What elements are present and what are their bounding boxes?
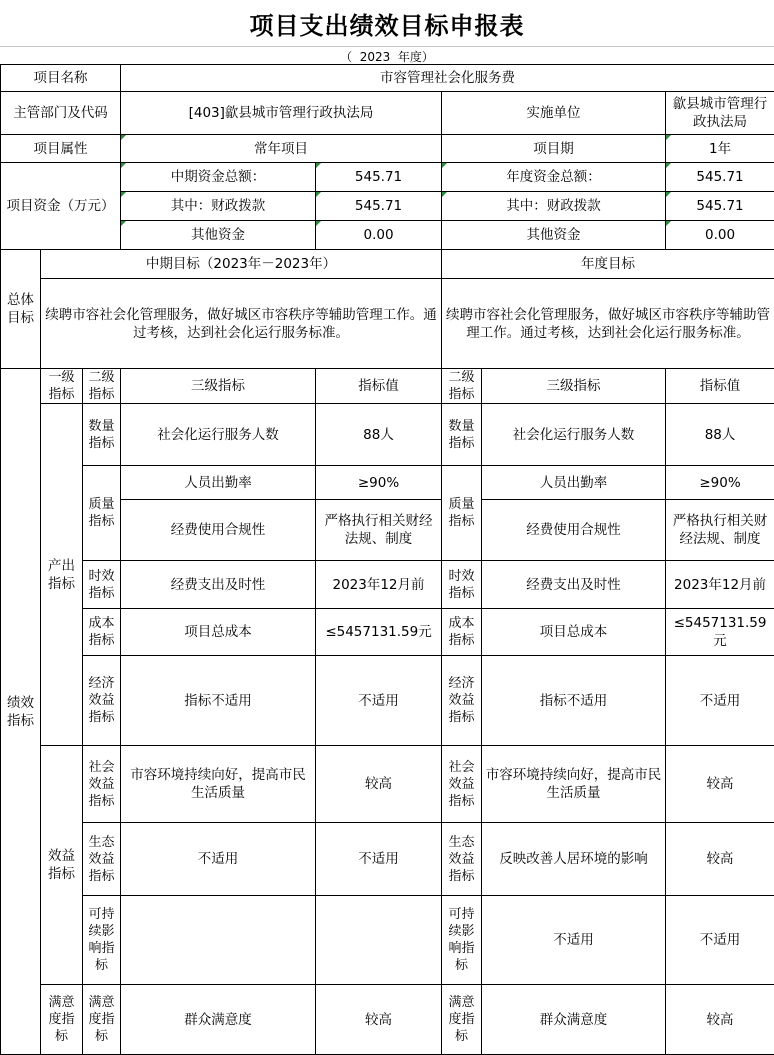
year-quantity-name: 社会化运行服务人数: [482, 404, 666, 466]
sub-timeliness-mid: 时效指标: [83, 561, 121, 609]
project-attr-value: 常年项目: [121, 135, 442, 163]
mid-fiscal-label: 其中：财政拨款: [121, 192, 316, 221]
department-label: 主管部门及代码: [1, 92, 121, 135]
row-timeliness: [1, 561, 774, 609]
year-total-value: 545.71: [666, 163, 774, 192]
performance-target-table: [0, 64, 774, 1055]
year-quality2-value: 严格执行相关财经法规、制度: [666, 500, 774, 561]
mid-economic-name: 指标不适用: [121, 656, 316, 746]
category-satisfaction: 满意度指标: [41, 985, 83, 1055]
mid-timeliness-name: 经费支出及时性: [121, 561, 316, 609]
sub-economic-mid: 经济效益指标: [83, 656, 121, 746]
year-sustain-value: 不适用: [666, 896, 774, 985]
category-benefit: 效益指标: [41, 746, 83, 985]
mid-goal-header: 中期目标（2023年－2023年）: [41, 250, 442, 279]
sub-satisfaction-year: 满意度指标: [442, 985, 482, 1055]
funds-label: 项目资金（万元）: [1, 163, 121, 250]
row-sustain: [1, 896, 774, 985]
year-total-label: 年度资金总额：: [442, 163, 666, 192]
mid-quality2-value: 严格执行相关财经法规、制度: [316, 500, 442, 561]
mid-timeliness-value: 2023年12月前: [316, 561, 442, 609]
project-name-value: 市容管理社会化服务费: [121, 65, 774, 92]
sub-timeliness-year: 时效指标: [442, 561, 482, 609]
fiscal-year-text: （ 2023 年度）: [340, 48, 434, 65]
row-eco: [1, 823, 774, 896]
row-cost: [1, 609, 774, 656]
category-output: 产出指标: [41, 404, 83, 746]
mid-fiscal-value: 545.71: [316, 192, 442, 221]
year-economic-name: 指标不适用: [482, 656, 666, 746]
year-satisfaction-name: 群众满意度: [482, 985, 666, 1055]
header-level3-year: 三级指标: [482, 369, 666, 404]
header-value-mid: 指标值: [316, 369, 442, 404]
year-fiscal-label: 其中：财政拨款: [442, 192, 666, 221]
project-name-label: 项目名称: [1, 65, 121, 92]
mid-goal-text: 续聘市容社会化管理服务，做好城区市容秩序等辅助管理工作。通过考核，达到社会化运行服务标准。: [41, 279, 442, 369]
project-period-value: 1年: [666, 135, 774, 163]
mid-eco-value: 不适用: [316, 823, 442, 896]
row-economic: [1, 656, 774, 746]
row-goals-header: [1, 250, 774, 279]
year-goal-header: 年度目标: [442, 250, 774, 279]
year-cost-name: 项目总成本: [482, 609, 666, 656]
year-quantity-value: 88人: [666, 404, 774, 466]
year-sustain-name: 不适用: [482, 896, 666, 985]
project-attr-label: 项目属性: [1, 135, 121, 163]
row-funds-total: [1, 163, 774, 192]
row-project-name: [1, 65, 774, 92]
year-fiscal-value: 545.71: [666, 192, 774, 221]
mid-quality2-name: 经费使用合规性: [121, 500, 316, 561]
sub-quantity-mid: 数量指标: [83, 404, 121, 466]
sub-sustain-mid: 可持续影响指标: [83, 896, 121, 985]
row-quality-1: [1, 466, 774, 500]
mid-cost-name: 项目总成本: [121, 609, 316, 656]
row-project-attr: [1, 135, 774, 163]
year-other-label: 其他资金: [442, 221, 666, 250]
sub-eco-mid: 生态效益指标: [83, 823, 121, 896]
mid-quality1-name: 人员出勤率: [121, 466, 316, 500]
mid-sustain-value: [316, 896, 442, 985]
year-social-value: 较高: [666, 746, 774, 823]
year-cost-value: ≤5457131.59元: [666, 609, 774, 656]
row-goals-text: [1, 279, 774, 369]
sub-social-mid: 社会效益指标: [83, 746, 121, 823]
header-level1: 一级指标: [41, 369, 83, 404]
mid-quantity-value: 88人: [316, 404, 442, 466]
header-value-year: 指标值: [666, 369, 774, 404]
sub-quality-year: 质量指标: [442, 466, 482, 561]
year-quality2-name: 经费使用合规性: [482, 500, 666, 561]
mid-satisfaction-name: 群众满意度: [121, 985, 316, 1055]
row-quantity: [1, 404, 774, 466]
row-satisfaction: [1, 985, 774, 1055]
header-level2-year: 二级指标: [442, 369, 482, 404]
year-quality1-name: 人员出勤率: [482, 466, 666, 500]
project-period-label: 项目期: [442, 135, 666, 163]
mid-total-value: 545.71: [316, 163, 442, 192]
year-eco-value: 较高: [666, 823, 774, 896]
mid-other-label: 其他资金: [121, 221, 316, 250]
row-perf-header: [1, 369, 774, 404]
sub-sustain-year: 可持续影响指标: [442, 896, 482, 985]
year-social-name: 市容环境持续向好，提高市民生活质量: [482, 746, 666, 823]
sub-economic-year: 经济效益指标: [442, 656, 482, 746]
mid-cost-value: ≤5457131.59元: [316, 609, 442, 656]
mid-sustain-name: [121, 896, 316, 985]
mid-satisfaction-value: 较高: [316, 985, 442, 1055]
mid-quality1-value: ≥90%: [316, 466, 442, 500]
implementer-value: 歙县城市管理行政执法局: [666, 92, 774, 135]
mid-other-value: 0.00: [316, 221, 442, 250]
perf-label: 绩效指标: [1, 369, 41, 1055]
year-timeliness-name: 经费支出及时性: [482, 561, 666, 609]
row-department: [1, 92, 774, 135]
year-goal-text: 续聘市容社会化管理服务，做好城区市容秩序等辅助管理工作。通过考核，达到社会化运行服务标准。: [442, 279, 774, 369]
mid-economic-value: 不适用: [316, 656, 442, 746]
mid-total-label: 中期资金总额：: [121, 163, 316, 192]
year-eco-name: 反映改善人居环境的影响: [482, 823, 666, 896]
year-economic-value: 不适用: [666, 656, 774, 746]
mid-social-value: 较高: [316, 746, 442, 823]
header-level3-mid: 三级指标: [121, 369, 316, 404]
mid-quantity-name: 社会化运行服务人数: [121, 404, 316, 466]
sub-quality-mid: 质量指标: [83, 466, 121, 561]
mid-social-name: 市容环境持续向好，提高市民生活质量: [121, 746, 316, 823]
fiscal-year-line: [0, 46, 774, 65]
sub-eco-year: 生态效益指标: [442, 823, 482, 896]
year-quality1-value: ≥90%: [666, 466, 774, 500]
implementer-label: 实施单位: [442, 92, 666, 135]
year-other-value: 0.00: [666, 221, 774, 250]
sub-social-year: 社会效益指标: [442, 746, 482, 823]
goals-label: 总体目标: [1, 250, 41, 369]
sub-satisfaction-mid: 满意度指标: [83, 985, 121, 1055]
department-value: [403]歙县城市管理行政执法局: [121, 92, 442, 135]
page-title: 项目支出绩效目标申报表: [0, 0, 774, 46]
header-level2-mid: 二级指标: [83, 369, 121, 404]
year-timeliness-value: 2023年12月前: [666, 561, 774, 609]
sub-cost-mid: 成本指标: [83, 609, 121, 656]
sub-cost-year: 成本指标: [442, 609, 482, 656]
sub-quantity-year: 数量指标: [442, 404, 482, 466]
mid-eco-name: 不适用: [121, 823, 316, 896]
year-satisfaction-value: 较高: [666, 985, 774, 1055]
row-social: [1, 746, 774, 823]
